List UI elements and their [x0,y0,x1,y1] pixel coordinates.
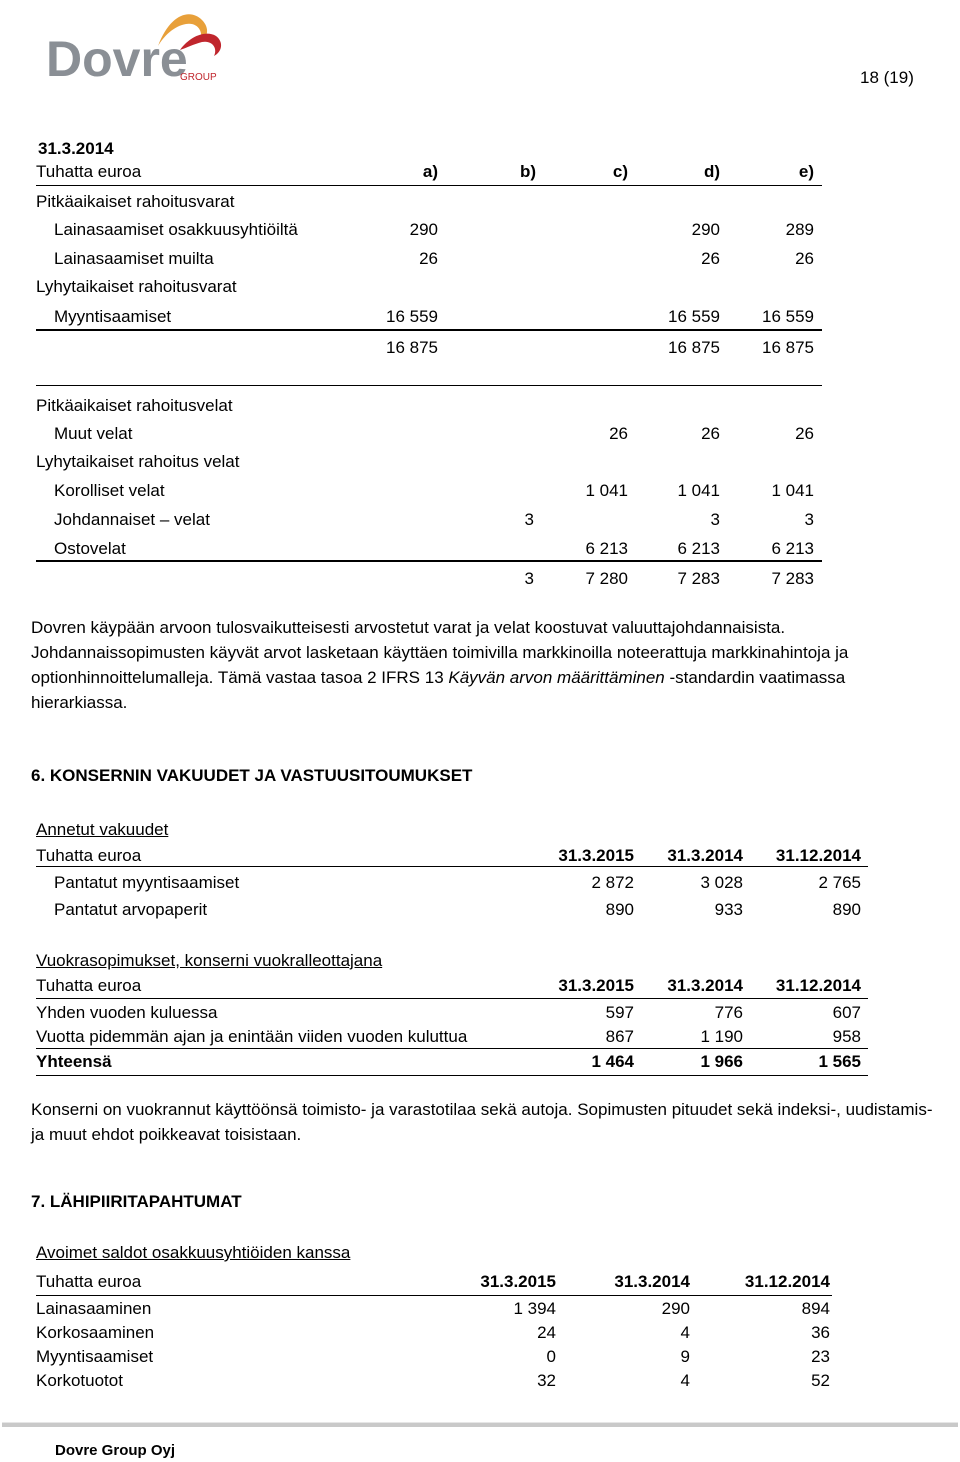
fair-value-paragraph: Dovren käypään arvoon tulosvaikutteisesti arvostetut varat ja velat koostuvat valuuttajohdannaisista. Johdannaissopimusten käyvät arvot lasketaan käyttäen toimivilla markkinoilla noteerattuja markkinahintoja ja optionhinnoittelumalleja. Tämä vastaa tasoa 2 IFRS 13 Käyvän arvon määrittäminen -standardin vaatimassa hierarkiassa. [31,618,849,712]
col-header-c: c) [612,162,628,181]
table-unit: Tuhatta euroa [36,846,142,865]
row-label: Vuotta pidemmän ajan ja enintään viiden vuoden kuluttua [36,1027,468,1046]
row-value: 36 [811,1323,830,1342]
col-header: 31.12.2014 [775,846,861,865]
row-label: Korkotuotot [36,1371,123,1390]
row-label: Johdannaiset – velat [54,510,210,529]
row-label: Pantatut arvopaperit [54,900,208,919]
row-label: Yhden vuoden kuluessa [36,1003,218,1022]
logo-wordmark: Dovre [46,31,188,86]
row-value-d: 1 041 [677,481,720,500]
row-value: 1 190 [700,1027,743,1046]
row-value-c: 26 [609,424,628,443]
logo-group-text: GROUP [180,72,217,83]
row-value-e: 1 041 [771,481,814,500]
page-number: 18 (19) [860,68,914,87]
section-label: Lyhytaikaiset rahoitusvarat [36,277,237,296]
liabilities-total-c: 7 280 [585,569,628,588]
col-header: 31.3.2014 [667,976,743,995]
col-header: 31.3.2014 [614,1272,690,1291]
col-header: 31.12.2014 [744,1272,830,1291]
row-value: 290 [661,1299,690,1318]
col-header-a: a) [422,162,438,181]
row-value-a: 290 [409,220,438,239]
row-value-b: 3 [524,510,534,529]
liabilities-total-b: 3 [524,569,534,588]
given-collateral-title: Annetut vakuudet [36,820,169,839]
assets-total-e: 16 875 [762,338,814,357]
col-header-d: d) [703,162,720,181]
row-value-e: 6 213 [771,539,814,558]
row-value: 890 [605,900,634,919]
row-value-e: 26 [795,424,814,443]
section-rule [36,385,822,386]
row-value: 776 [714,1003,743,1022]
header-rule [36,866,868,867]
col-header-b: b) [519,162,536,181]
row-value: 1 394 [513,1299,556,1318]
total-label: Yhteensä [36,1052,112,1071]
liabilities-total-e: 7 283 [771,569,814,588]
row-value: 894 [801,1299,830,1318]
assets-total-a: 16 875 [386,338,438,357]
section-7-heading: 7. LÄHIPIIRITAPAHTUMAT [31,1192,242,1211]
leases-title: Vuokrasopimukset, konserni vuokralleottajana [36,951,383,970]
row-value: 4 [680,1323,690,1342]
open-balances-title: Avoimet saldot osakkuusyhtiöiden kanssa [36,1243,351,1262]
section-label: Pitkäaikaiset rahoitusvarat [36,192,235,211]
section-label: Lyhytaikaiset rahoitus velat [36,452,240,471]
total-rule [36,1048,868,1049]
row-value-d: 26 [701,249,720,268]
col-header: 31.3.2014 [667,846,743,865]
row-label: Pantatut myyntisaamiset [54,873,240,892]
row-value: 9 [680,1347,690,1366]
table-unit: Tuhatta euroa [36,1272,142,1291]
row-value: 3 028 [700,873,743,892]
row-value: 23 [811,1347,830,1366]
table-unit: Tuhatta euroa [36,162,142,181]
row-value-a: 26 [419,249,438,268]
row-value: 0 [546,1347,556,1366]
row-value-e: 289 [785,220,814,239]
row-label: Lainasaaminen [36,1299,152,1318]
total-value: 1 464 [591,1052,634,1071]
row-value: 607 [832,1003,861,1022]
section-label: Pitkäaikaiset rahoitusvelat [36,396,233,415]
row-value: 52 [811,1371,830,1390]
section-6-heading: 6. KONSERNIN VAKUUDET JA VASTUUSITOUMUKSET [31,766,473,785]
row-value: 958 [832,1027,861,1046]
row-value-d: 3 [710,510,720,529]
liabilities-total-d: 7 283 [677,569,720,588]
row-value-d: 6 213 [677,539,720,558]
leases-paragraph: Konserni on vuokrannut käyttöönsä toimisto- ja varastotilaa sekä autoja. Sopimusten pituudet sekä indeksi-, uudistamis- ja muut ehdot poikkeavat toisistaan. [31,1100,933,1144]
subtotal-rule [36,329,822,331]
row-value-e: 26 [795,249,814,268]
footer-rule [2,1422,958,1427]
row-label: Myyntisaamiset [54,307,172,326]
row-value-d: 16 559 [668,307,720,326]
row-label: Muut velat [54,424,133,443]
col-header: 31.3.2015 [480,1272,556,1291]
row-value-e: 16 559 [762,307,814,326]
total-bottom-rule [36,1075,868,1076]
col-header: 31.12.2014 [775,976,861,995]
row-value-c: 6 213 [585,539,628,558]
total-value: 1 565 [818,1052,861,1071]
col-header-e: e) [798,162,814,181]
row-value: 933 [714,900,743,919]
row-value: 4 [680,1371,690,1390]
row-value: 24 [537,1323,556,1342]
row-label: Lainasaamiset osakkuusyhtiöiltä [54,220,298,239]
header-rule [36,185,822,186]
row-label: Ostovelat [54,539,126,558]
dovre-group-logo [40,6,240,86]
table-unit: Tuhatta euroa [36,976,142,995]
assets-total-d: 16 875 [668,338,720,357]
row-value-e: 3 [804,510,814,529]
row-label: Korolliset velat [54,481,165,500]
header-rule [36,1295,832,1296]
row-value-a: 16 559 [386,307,438,326]
row-value: 890 [832,900,861,919]
col-header: 31.3.2015 [558,846,634,865]
row-value: 2 765 [818,873,861,892]
row-label: Lainasaamiset muilta [54,249,214,268]
header-rule [36,998,868,999]
row-value-c: 1 041 [585,481,628,500]
row-value: 2 872 [591,873,634,892]
row-value: 32 [537,1371,556,1390]
footer-company: Dovre Group Oyj [55,1442,176,1459]
total-value: 1 966 [700,1052,743,1071]
row-value-d: 290 [691,220,720,239]
row-value-d: 26 [701,424,720,443]
subtotal-rule [36,560,822,562]
table-date: 31.3.2014 [38,139,114,158]
row-label: Korkosaaminen [36,1323,155,1342]
row-value: 597 [605,1003,634,1022]
col-header: 31.3.2015 [558,976,634,995]
row-label: Myyntisaamiset [36,1347,154,1366]
row-value: 867 [605,1027,634,1046]
